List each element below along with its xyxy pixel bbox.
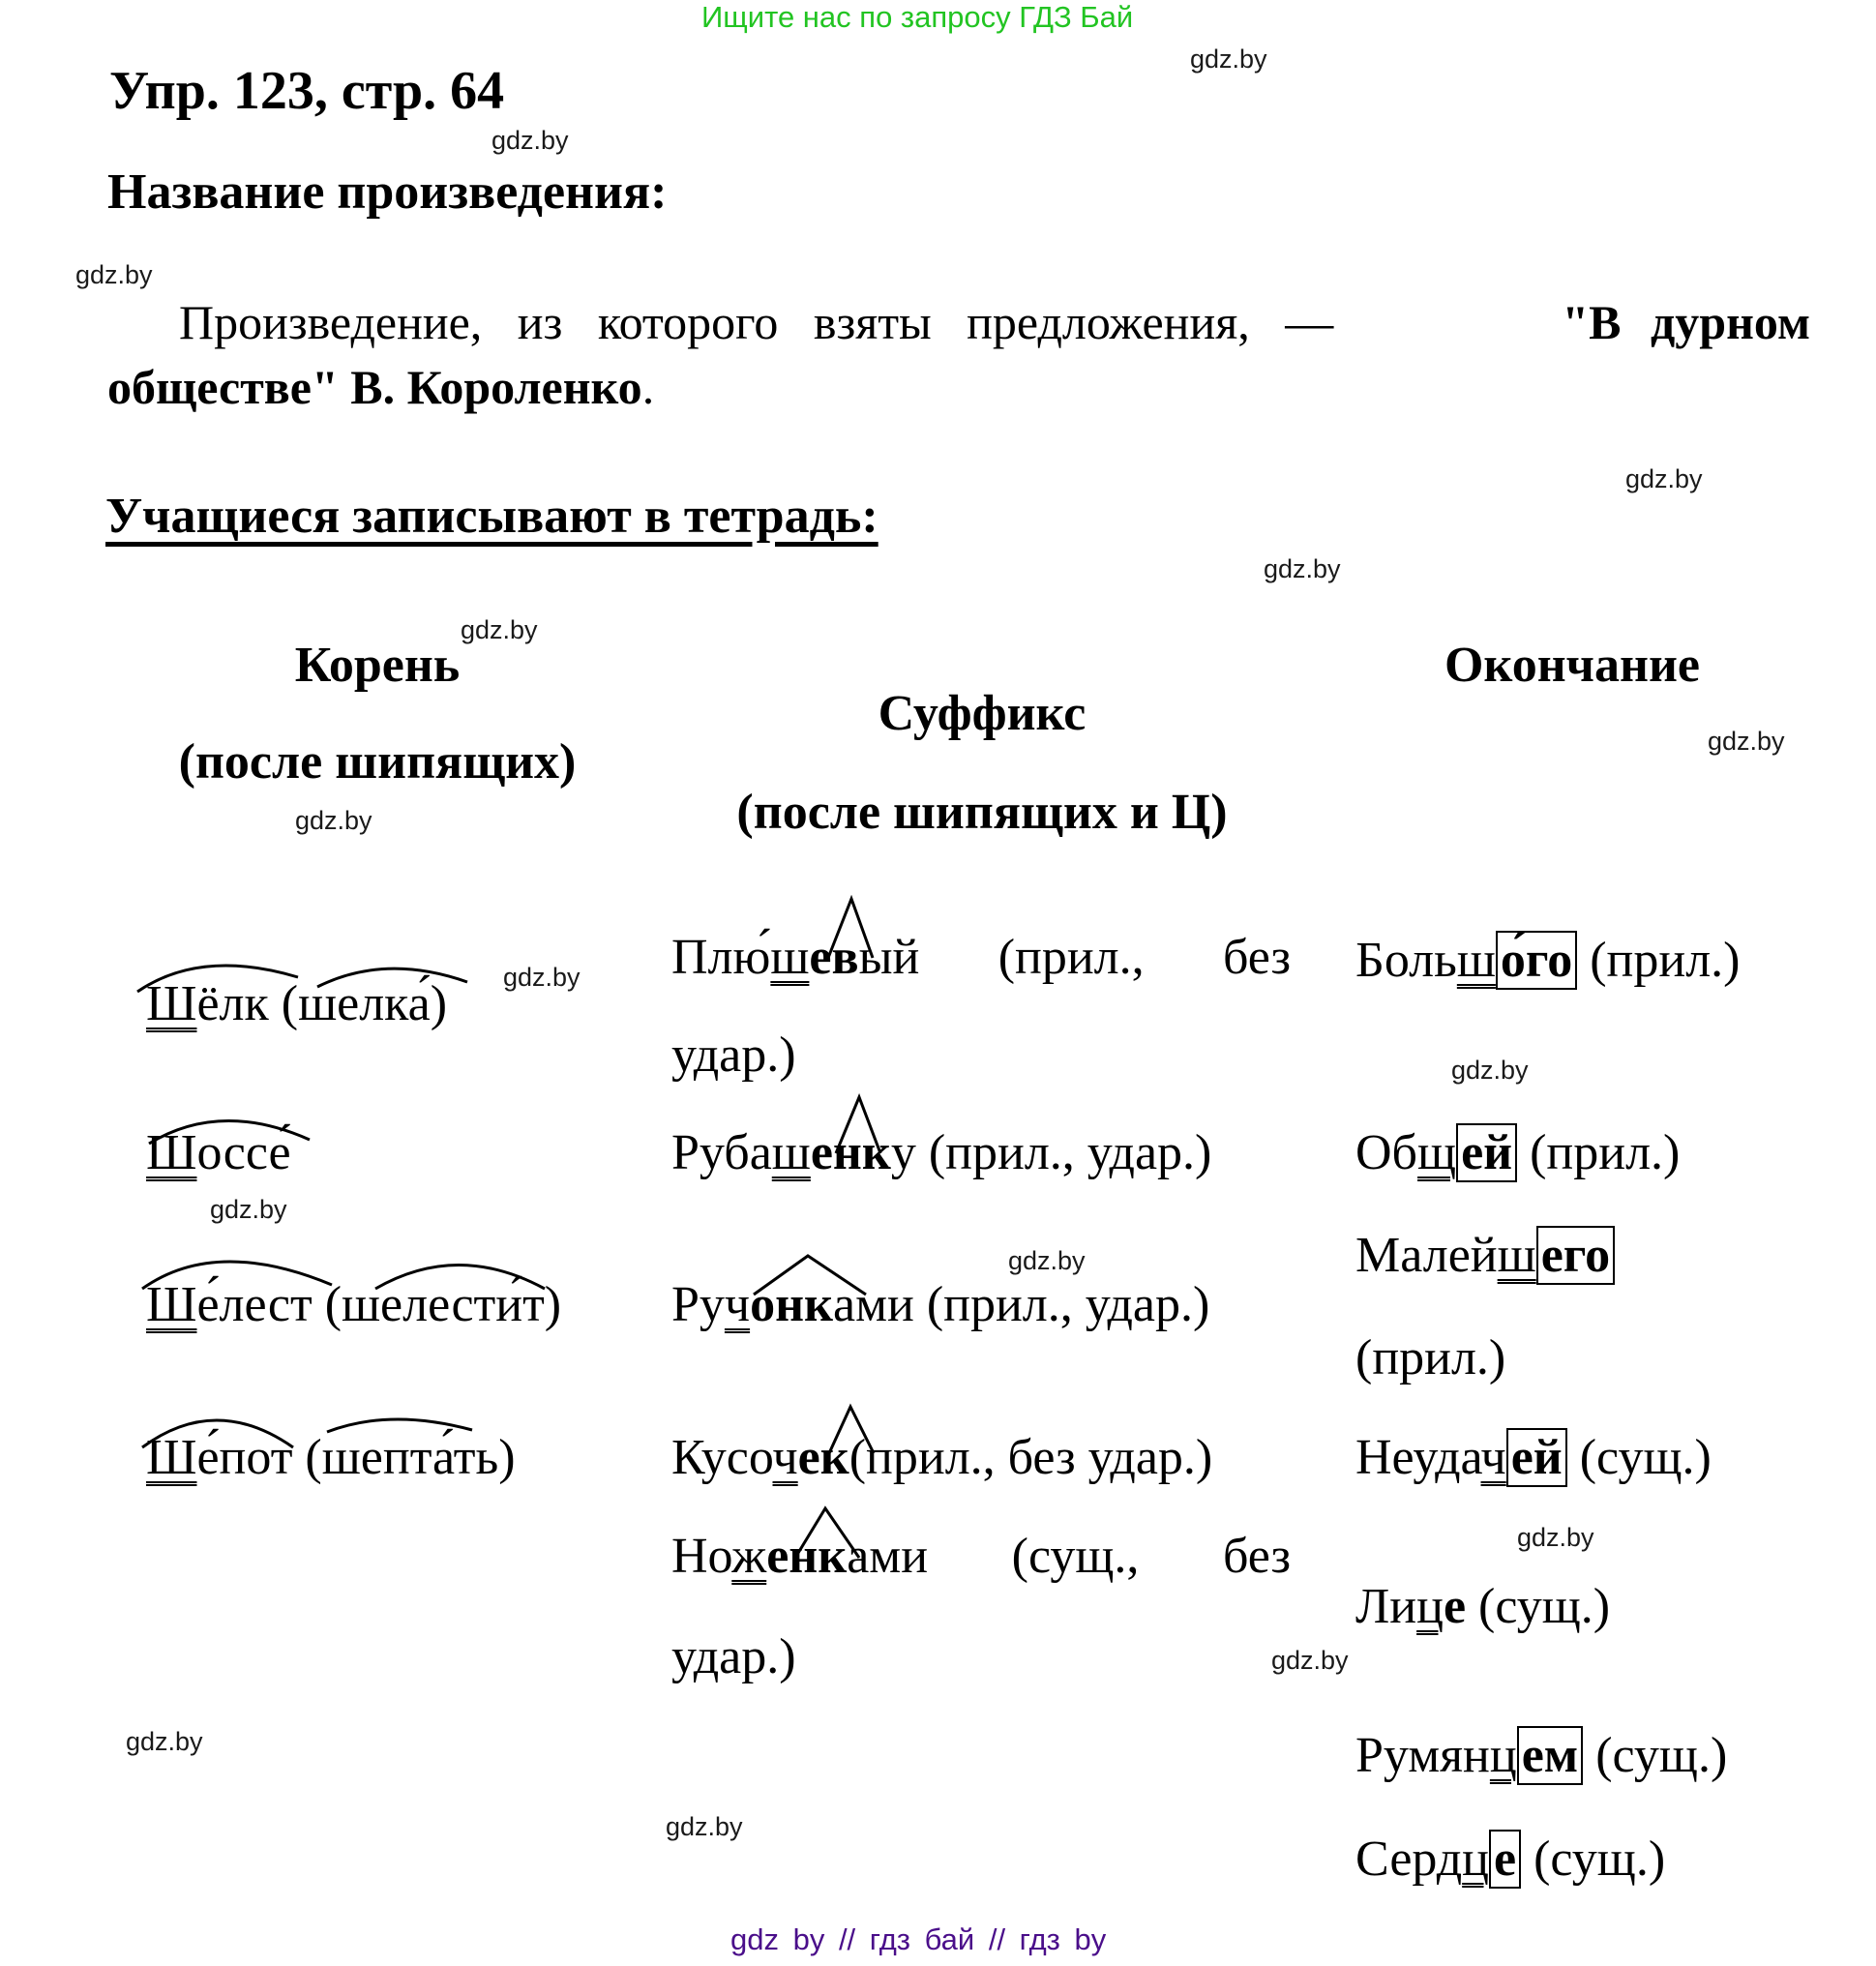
column-root-subtitle: (после шипящих) — [178, 734, 577, 789]
search-banner[interactable]: Ищите нас по запросу ГДЗ Бай — [701, 0, 1134, 34]
suffix: ек — [797, 1430, 849, 1485]
suffix: ев — [809, 930, 859, 985]
suffix-item — [671, 1427, 1212, 1489]
ending-item — [1355, 1576, 1610, 1638]
watermark: gdz.by — [75, 260, 153, 289]
watermark: gdz.by — [1190, 45, 1267, 74]
word-start: Малей — [1355, 1228, 1498, 1283]
hissing-letter: ц — [1462, 1832, 1489, 1887]
work-title-part-2: обществе" В. Короленко — [107, 360, 642, 414]
hissing-letter: ч — [724, 1277, 751, 1332]
paragraph-text: Произведение, из которого взяты предложения, — — [179, 295, 1334, 349]
ending-box: ем — [1517, 1726, 1584, 1785]
suffix: енк — [810, 1125, 891, 1180]
section-title: Название произведения: — [107, 164, 668, 220]
hissing-letter: ш — [1497, 1228, 1536, 1283]
ending-box: его — [1536, 1226, 1615, 1285]
root-item — [146, 1122, 291, 1184]
word-start: Румян — [1355, 1728, 1490, 1783]
word-rest: ёлк — [196, 976, 269, 1031]
root-item — [146, 1427, 516, 1489]
watermark: gdz.by — [461, 615, 538, 644]
hissing-letter: щ — [1417, 1125, 1457, 1180]
ending-box: ей — [1506, 1428, 1567, 1487]
hissing-letter: ц — [1489, 1728, 1517, 1783]
hissing-letter: ч — [772, 1430, 798, 1485]
paragraph-period: . — [641, 360, 655, 414]
word-start: Серд — [1355, 1832, 1463, 1887]
suffix: енк — [766, 1529, 848, 1584]
word-start: Руба — [671, 1125, 772, 1180]
word-start: Неуда — [1355, 1430, 1481, 1485]
watermark: gdz.by — [503, 963, 581, 992]
note: (прил., удар.) — [926, 1277, 1210, 1332]
note: (сущ.) — [1595, 1728, 1728, 1783]
word-start: Но — [671, 1529, 732, 1584]
paragraph-line-2 — [107, 358, 654, 416]
watermark: gdz.by — [295, 806, 372, 835]
check-word: (шелести́т) — [324, 1277, 562, 1332]
hissing-letter: Ш — [146, 1277, 197, 1332]
notebook-subheading: Учащиеся записывают в тетрадь: — [105, 489, 878, 544]
hissing-letter: ц — [1416, 1579, 1444, 1634]
note: (сущ.) — [1534, 1832, 1666, 1887]
ending-box: о́го — [1496, 931, 1577, 990]
note: (прил.) — [1590, 933, 1741, 988]
note: (сущ.) — [1579, 1430, 1712, 1485]
note: (сущ.) — [1478, 1579, 1611, 1634]
root-item — [146, 1274, 561, 1336]
exercise-title: Упр. 123, стр. 64 — [109, 61, 505, 121]
column-suffix-title: Суффикс — [878, 686, 1087, 741]
hissing-letter: Ш — [146, 976, 197, 1031]
note: без — [1222, 930, 1291, 985]
root-item — [146, 973, 447, 1035]
watermark: gdz.by — [126, 1727, 203, 1756]
hissing-letter: ч — [1480, 1430, 1506, 1485]
check-word: (шепта́ть) — [305, 1430, 516, 1485]
word-start: Об — [1355, 1125, 1418, 1180]
word-end: ами — [833, 1277, 914, 1332]
hissing-letter: Ш — [146, 1125, 197, 1180]
note: (прил., без удар.) — [849, 1430, 1213, 1485]
word-rest: е́лест — [196, 1277, 313, 1332]
note: (сущ., — [1011, 1529, 1140, 1584]
watermark: gdz.by — [491, 126, 569, 155]
ending: е — [1443, 1579, 1467, 1634]
suffix: онк — [750, 1277, 833, 1332]
note: (прил., удар.) — [928, 1125, 1212, 1180]
word-rest: е́пот — [196, 1430, 293, 1485]
paragraph-line-1 — [107, 293, 1810, 351]
note: (прил., — [998, 930, 1145, 985]
word-end: у — [890, 1125, 916, 1180]
watermark: gdz.by — [210, 1195, 287, 1224]
suffix-item — [671, 1122, 1211, 1184]
ending-item — [1355, 1122, 1680, 1184]
suffix-item — [671, 1274, 1209, 1336]
suffix-item-wrap: удар.) — [671, 1028, 796, 1083]
column-root-title: Корень — [294, 638, 461, 693]
ending-box: е — [1489, 1830, 1521, 1889]
check-word: (шелка́) — [281, 976, 448, 1031]
word-start: Ру — [671, 1277, 725, 1332]
watermark: gdz.by — [1517, 1523, 1594, 1552]
word-end: ами — [847, 1529, 929, 1584]
hissing-letter: ж — [731, 1529, 767, 1584]
watermark: gdz.by — [1625, 464, 1703, 493]
suffix-item-wrap: удар.) — [671, 1629, 796, 1684]
watermark: gdz.by — [1008, 1246, 1086, 1275]
note: без — [1222, 1529, 1291, 1584]
column-ending-title: Окончание — [1444, 638, 1700, 693]
hissing-letter: Ш — [146, 1430, 197, 1485]
footer-links[interactable]: gdz by // гдз бай // гдз by — [730, 1922, 1107, 1956]
ending-item — [1355, 1225, 1615, 1287]
note: (прил.) — [1530, 1125, 1681, 1180]
ending-item — [1355, 1829, 1665, 1891]
watermark: gdz.by — [666, 1812, 743, 1841]
ending-item — [1355, 1725, 1727, 1787]
hissing-letter: ш — [770, 930, 810, 985]
ending-item — [1355, 930, 1740, 992]
word-start: Плю́ — [671, 930, 771, 985]
watermark: gdz.by — [1264, 554, 1341, 583]
work-title-part-1: "В дурном — [1562, 295, 1810, 349]
ending-item-wrap: (прил.) — [1355, 1330, 1506, 1385]
suffix-item — [671, 927, 1291, 989]
ending-box: ей — [1456, 1123, 1517, 1182]
word-start: Ли — [1355, 1579, 1417, 1634]
word-rest: оссе́ — [196, 1125, 291, 1180]
ending-item — [1355, 1427, 1712, 1489]
hissing-letter: ш — [1456, 933, 1496, 988]
word-start: Боль — [1355, 933, 1457, 988]
column-suffix-subtitle: (после шипящих и Ц) — [736, 785, 1228, 840]
word-end: ый — [858, 930, 920, 985]
suffix-item — [671, 1526, 1291, 1588]
watermark: gdz.by — [1451, 1056, 1529, 1085]
watermark: gdz.by — [1271, 1646, 1349, 1675]
hissing-letter: ш — [771, 1125, 811, 1180]
watermark: gdz.by — [1708, 727, 1785, 756]
word-start: Кусо — [671, 1430, 773, 1485]
